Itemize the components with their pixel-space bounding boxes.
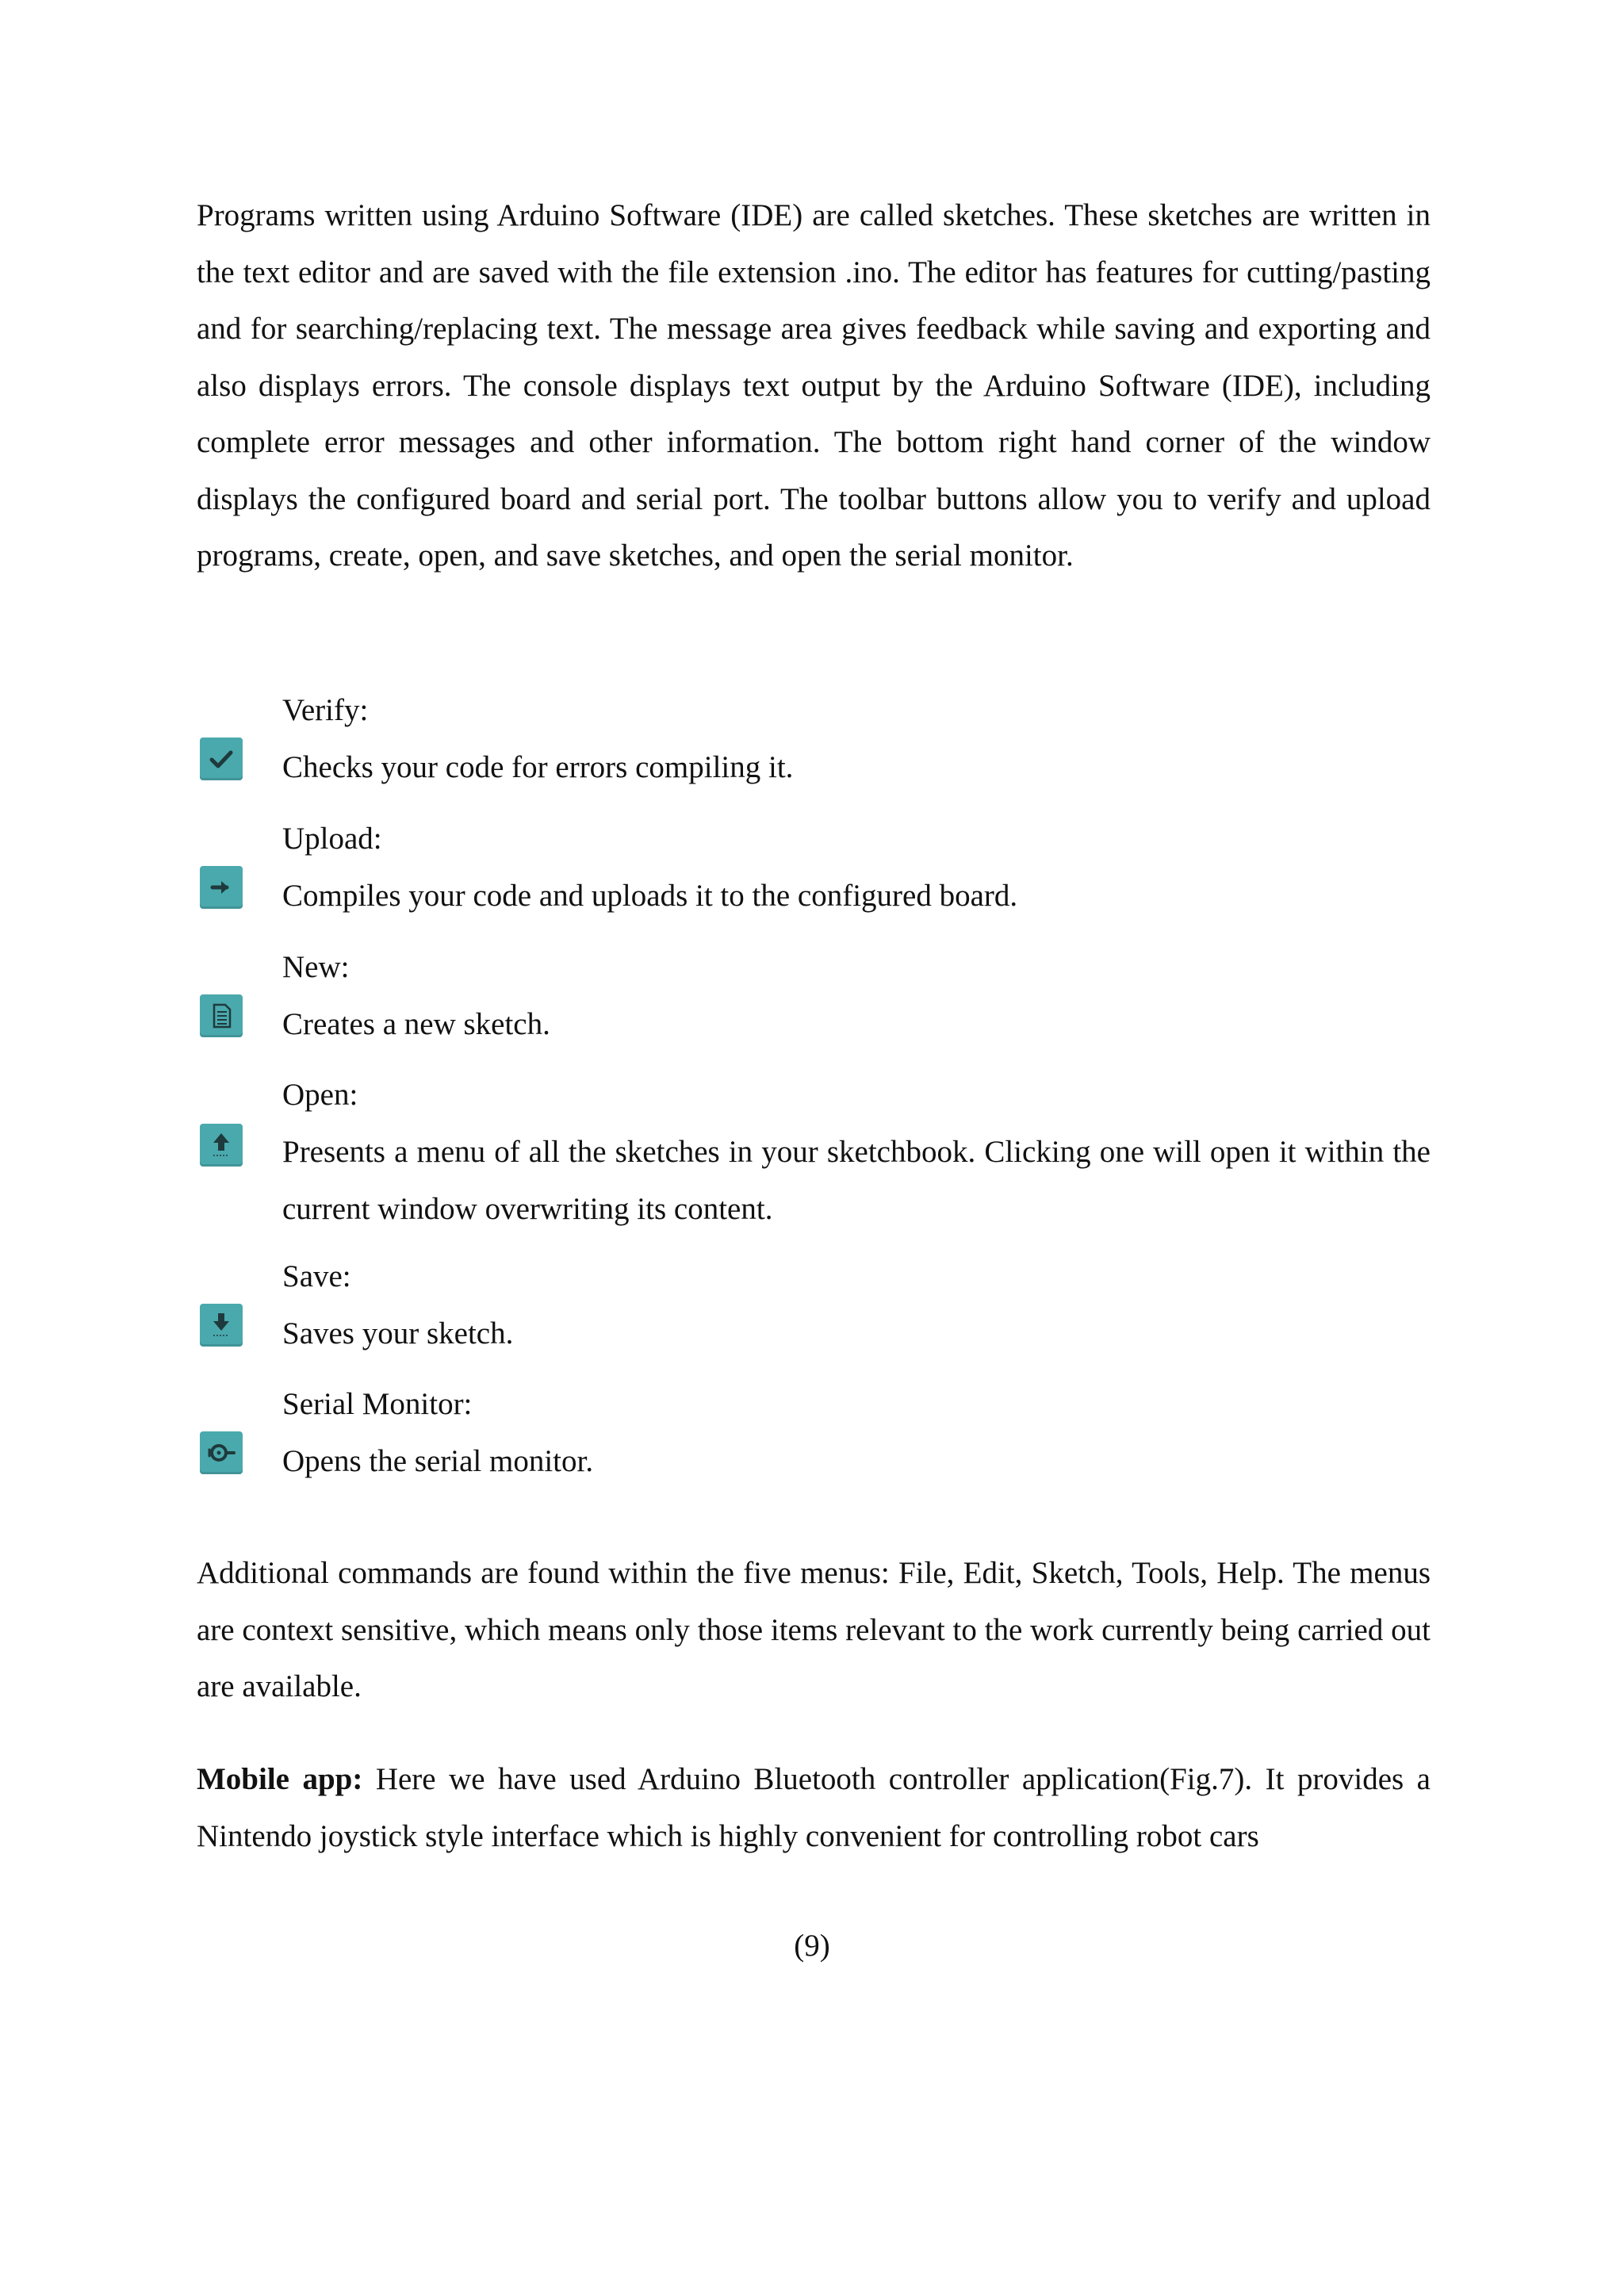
open-up-arrow-icon [200,1124,243,1167]
mobile-app-paragraph [197,1751,1431,1864]
save-down-arrow-icon [200,1304,243,1347]
serial-monitor-description: Opens the serial monitor. [282,1444,594,1478]
page-number: (9) [794,1929,830,1963]
serial-monitor-magnifier-icon [200,1431,243,1474]
new-document-icon [200,994,243,1037]
upload-label: Upload: [282,822,382,856]
additional-commands-paragraph: Additional commands are found within the five menus: File, Edit, Sketch, Tools, Help. The menus are context sensitive, which means only those items relevant to the work currently being carried out are available. [197,1556,1431,1703]
open-description: Presents a menu of all the sketches in your sketchbook. Clicking one will open it within the current window overwriting its content. [282,1135,1431,1226]
mobile-app-text: Here we have used Arduino Bluetooth controller application(Fig.7). It provides a Nintendo joystick style interface which is highly convenient for controlling robot cars [197,1762,1431,1853]
verify-label: Verify: [282,693,369,727]
verify-check-icon [200,738,243,780]
upload-arrow-icon [200,866,243,909]
save-label: Save: [282,1259,351,1293]
new-description: Creates a new sketch. [282,1007,550,1041]
serial-monitor-label: Serial Monitor: [282,1387,473,1421]
upload-description: Compiles your code and uploads it to the configured board. [282,879,1018,913]
verify-description: Checks your code for errors compiling it. [282,750,794,784]
open-label: Open: [282,1078,358,1112]
mobile-app-heading: Mobile app: [197,1762,363,1796]
save-description: Saves your sketch. [282,1316,514,1351]
new-label: New: [282,950,350,984]
intro-paragraph: Programs written using Arduino Software (IDE) are called sketches. These sketches are written in the text editor and are saved with the file extension .ino. The editor has features for cutting/pasting and for searching/replacing text. The message area gives feedback while saving and exporting and also displays errors. The console displays text output by the Arduino Software (IDE), including complete error messages and other information. The bottom right hand corner of the window displays the configured board and serial port. The toolbar buttons allow you to verify and upload programs, create, open, and save sketches, and open the serial monitor. [197,198,1431,573]
